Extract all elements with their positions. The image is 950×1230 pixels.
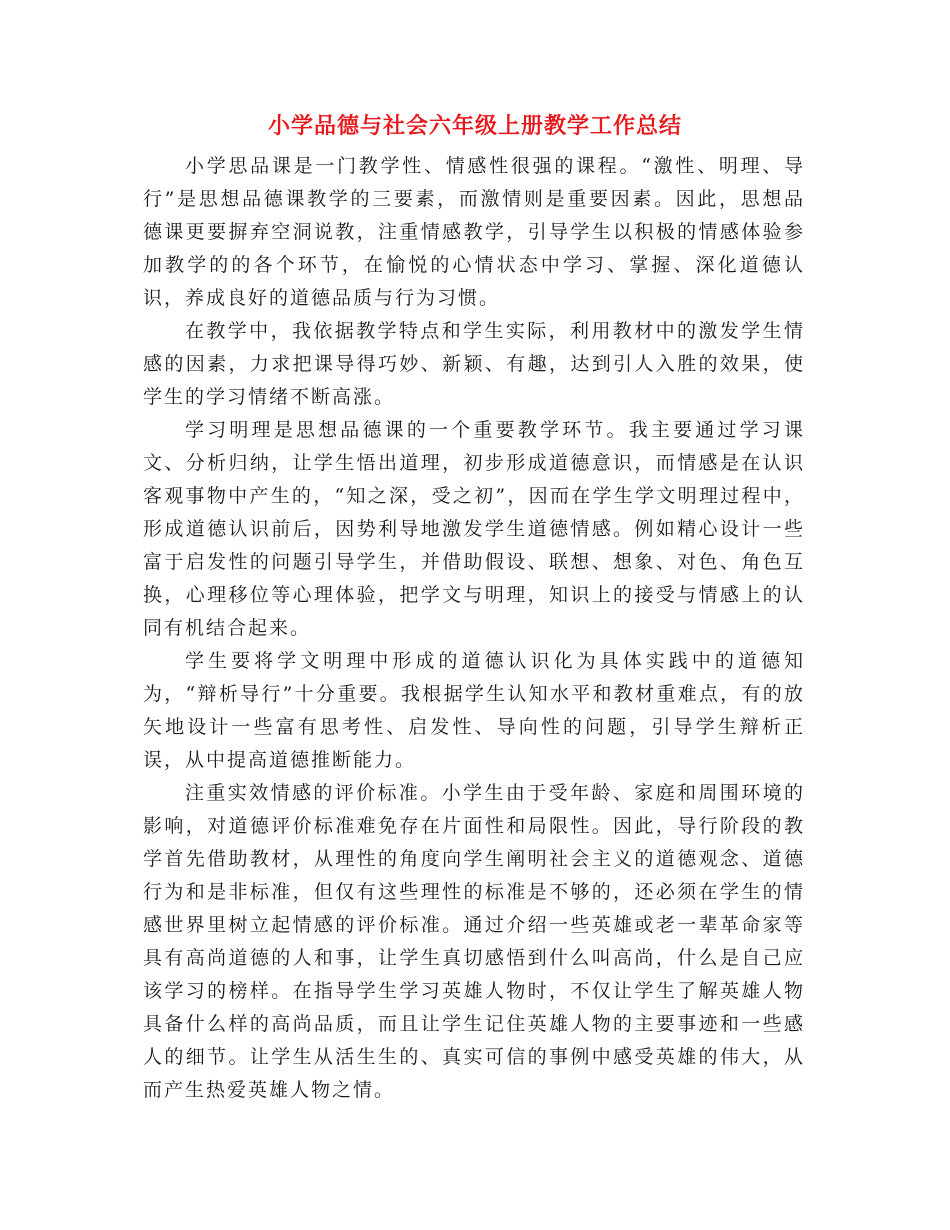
document-title: 小学品德与社会六年级上册教学工作总结 (267, 113, 682, 139)
paragraph-2: 在教学中，我依据教学特点和学生实际，利用教材中的激发学生情感的因素，力求把课导得巧妙、新颖、有趣，达到引人入胜的效果，使学生的学习情绪不断高涨。 (143, 320, 805, 408)
paragraph-3: 学习明理是思想品德课的一个重要教学环节。我主要通过学习课文、分析归纳，让学生悟出道理，初步形成道德意识，而情感是在认识客观事物中产生的，“知之深，受之初”，因而在学生学文明理过程中，形成道德认识前后，因势利导地激发学生道德情感。例如精心设计一些富于启发性的问题引导学生，并借助假设、联想、想象、对色、角色互换，心理移位等心理体验，把学文与明理，知识上的接受与情感上的认同有机结合起来。 (143, 419, 805, 639)
paragraph-5: 注重实效情感的评价标准。小学生由于受年龄、家庭和周围环境的影响，对道德评价标准难免存在片面性和局限性。因此，导行阶段的教学首先借助教材，从理性的角度向学生阐明社会主义的道德观念、道德行为和是非标准，但仅有这些理性的标准是不够的，还必须在学生的情感世界里树立起情感的评价标准。通过介绍一些英雄或老一辈革命家等具有高尚道德的人和事，让学生真切感悟到什么叫高尚，什么是自己应该学习的榜样。在指导学生学习英雄人物时，不仅让学生了解英雄人物具备什么样的高尚品质，而且让学生记住英雄人物的主要事迹和一些感人的细节。让学生从活生生的、真实可信的事例中感受英雄的伟大，从而产生热爱英雄人物之情。 (143, 782, 805, 1101)
paragraph-4: 学生要将学文明理中形成的道德认识化为具体实践中的道德知为，“辩析导行”十分重要。我根据学生认知水平和教材重难点，有的放矢地设计一些富有思考性、启发性、导向性的问题，引导学生辩析正误，从中提高道德推断能力。 (143, 650, 805, 771)
paragraph-1: 小学思品课是一门教学性、情感性很强的课程。“激性、明理、导行”是思想品德课教学的三要素，而激情则是重要因素。因此，思想品德课更要摒弃空洞说教，注重情感教学，引导学生以积极的情感体验参加教学的的各个环节，在愉悦的心情状态中学习、掌握、深化道德认识，养成良好的道德品质与行为习惯。 (143, 155, 805, 309)
document-body (143, 150, 805, 1107)
